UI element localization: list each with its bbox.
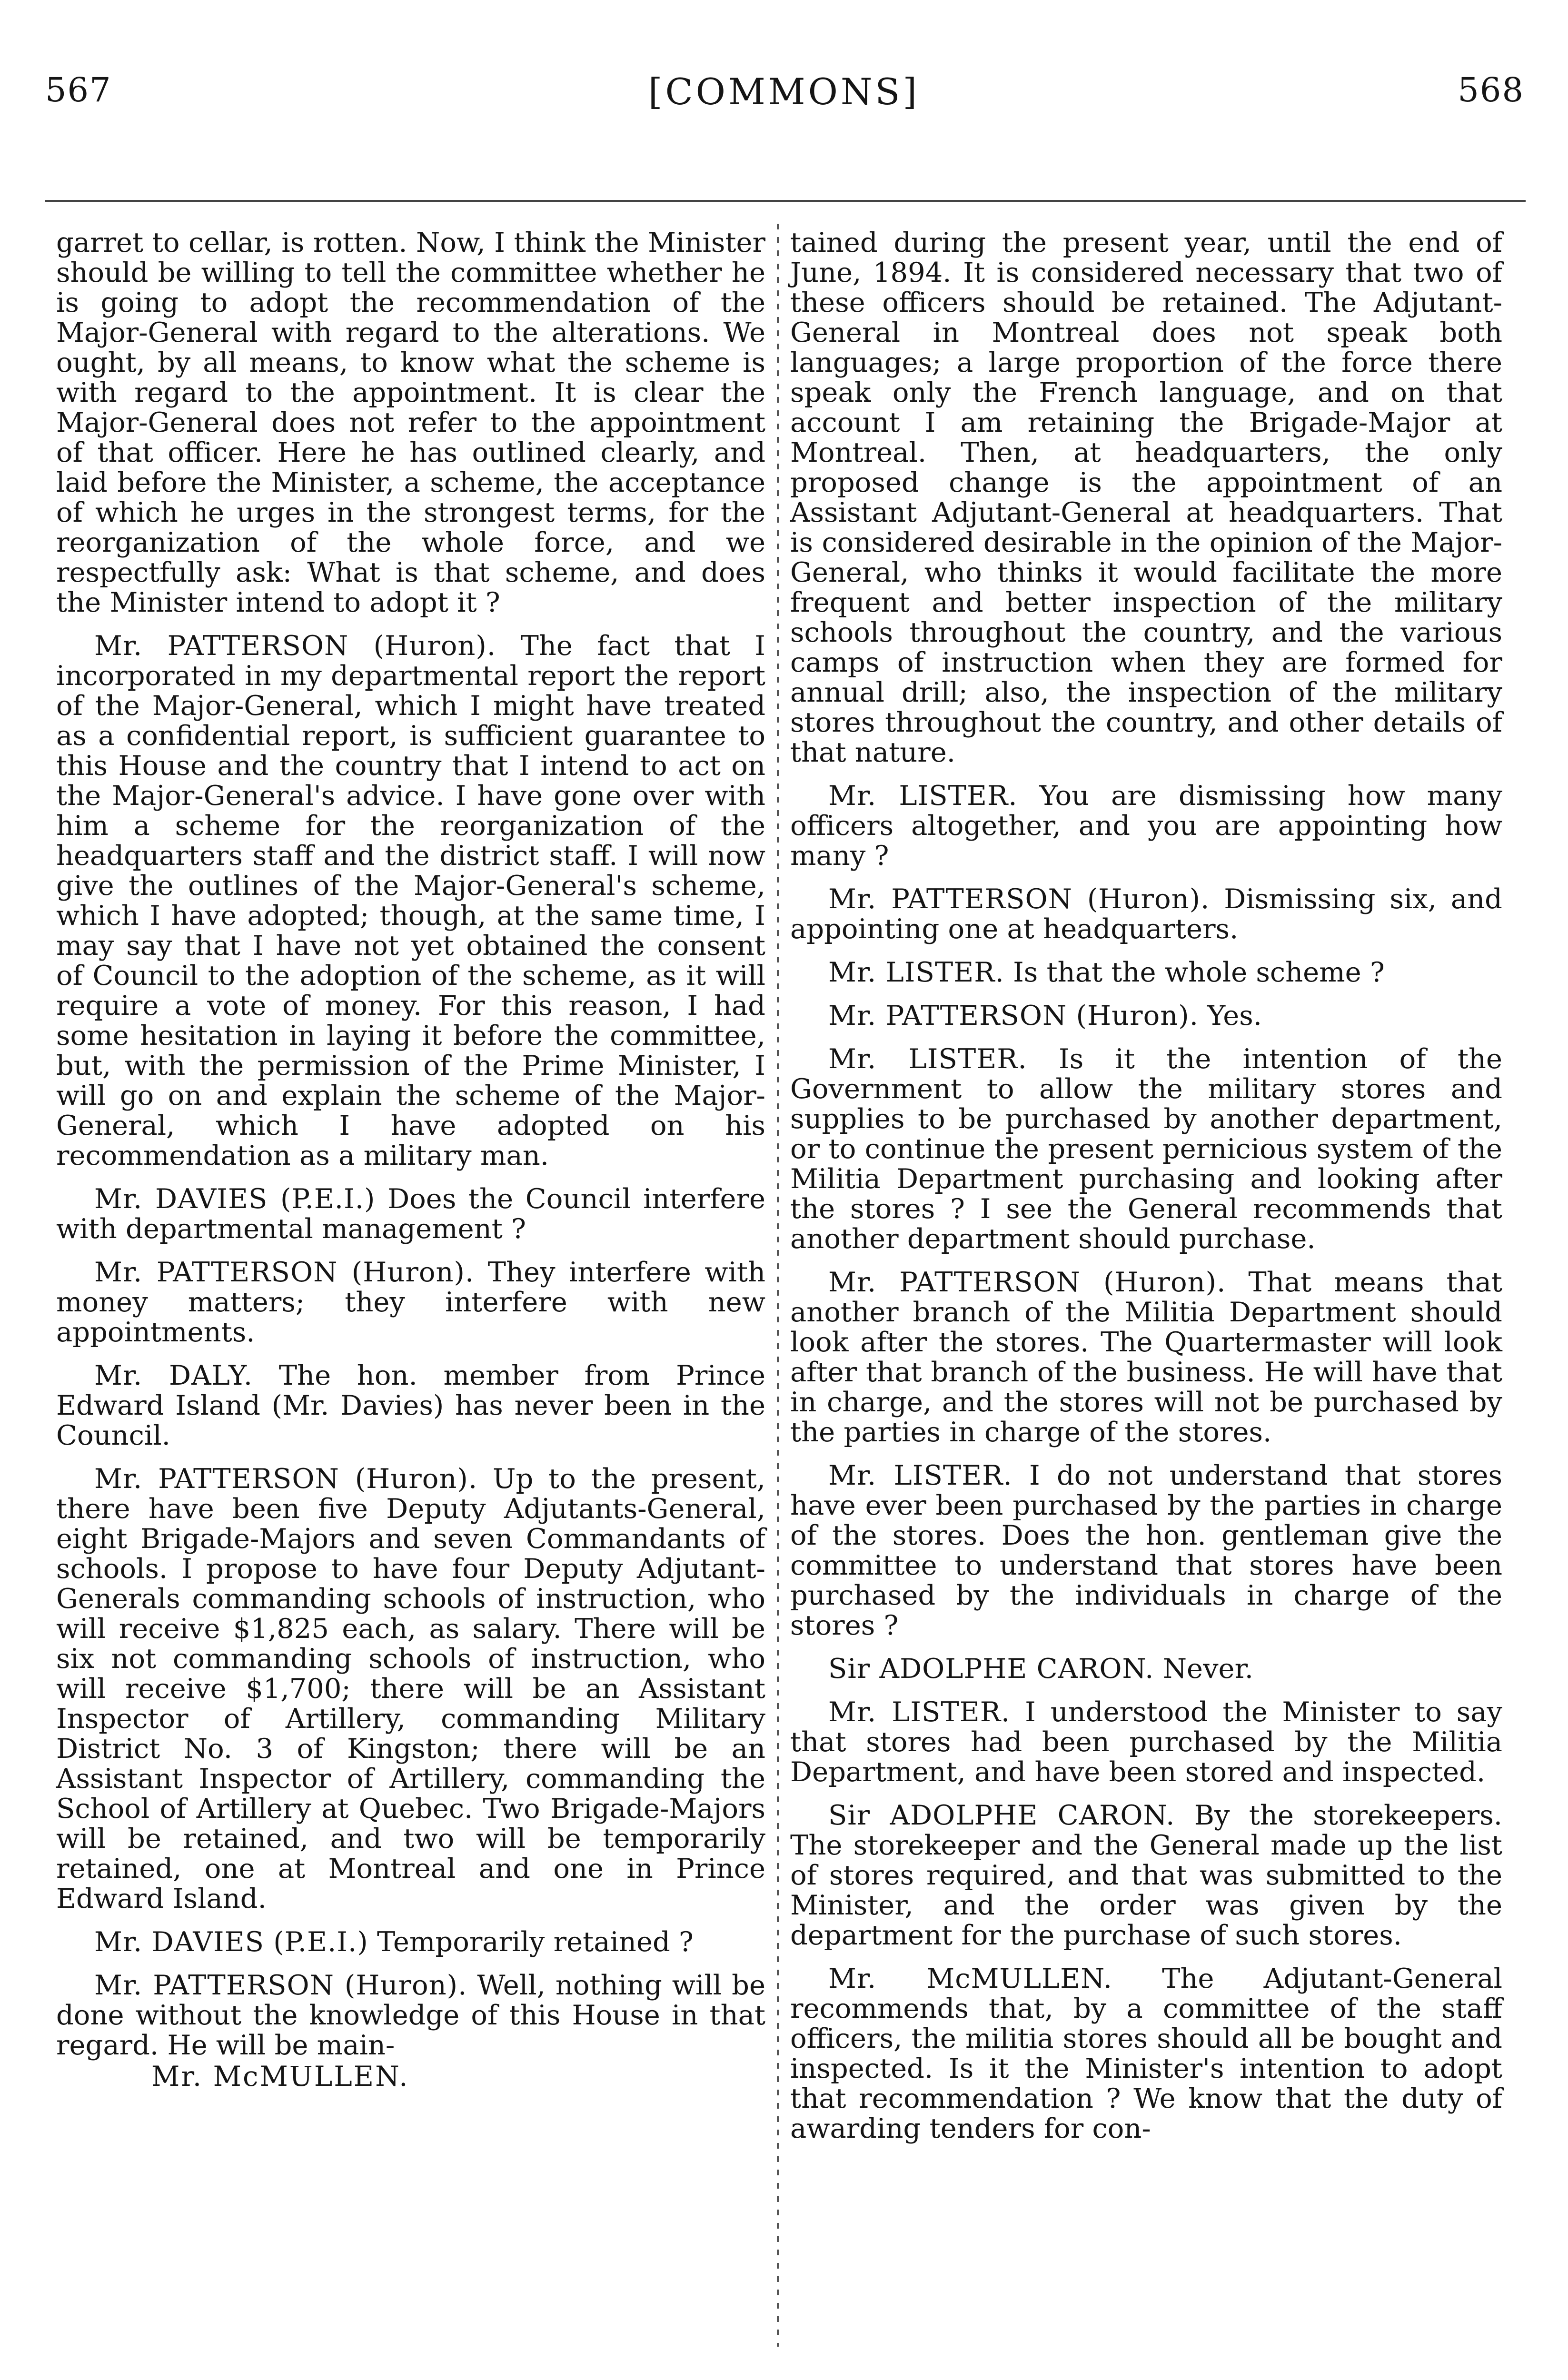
speech-text: That means that another branch of the Militia Department should look after the stores. The Quartermaster will look after that branch of the business. He will have that in charge, and the stores will not be purchased by the parties in charge of the stores. [790, 1266, 1503, 1448]
speech-text: Does the Council interfere with departmental management ? [56, 1183, 765, 1245]
speaker-name: Mr. PATTERSON (Huron). [94, 630, 496, 662]
speech-text: tained during the present year, until the end of June, 1894. It is considered necessary that two of these officers should be retained. The Adjutant-General in Montreal does not speak both languages; a large proportion of the force there speak only the French language, and on that account I am retaining the Brigade-Major at Montreal. Then, at headquarters, the only proposed change is the appointment of an Assistant Adjutant-General at headquarters. That is considered desirable in the opinion of the Major-General, who thinks it would facilitate the more frequent and better inspection of the military schools throughout the country, and the various camps of instruction when they are formed for annual drill; also, the inspection of the military stores throughout the country, and other details of that nature. [790, 227, 1502, 768]
speaker-name: Mr. PATTERSON (Huron). [828, 1266, 1226, 1298]
speaker-name: Mr. McMULLEN. [828, 1963, 1113, 1994]
header-rule [45, 200, 1526, 202]
speaker-name: Mr. DAVIES (P.E.I.) [94, 1183, 376, 1215]
paragraph [56, 1970, 765, 2060]
paragraph [56, 1184, 765, 1244]
speaker-name: Mr. LISTER. [828, 780, 1018, 812]
speaker-name: Mr. LISTER. [828, 956, 1004, 988]
speech-text: Temporarily retained ? [377, 1926, 694, 1958]
speaker-name: Mr. PATTERSON (Huron). [94, 1256, 475, 1288]
paragraph [790, 1654, 1502, 1684]
paragraph [790, 1964, 1502, 2143]
page-number-left: 567 [45, 70, 112, 109]
speech-text: Yes. [1207, 1000, 1262, 1031]
speaker-name: Mr. DALY. [94, 1359, 253, 1391]
running-head: [COMMONS] [648, 70, 920, 113]
speaker-name: Mr. PATTERSON (Huron). [828, 1000, 1199, 1031]
paragraph [56, 1257, 765, 1347]
paragraph [56, 1927, 765, 1957]
paragraph [790, 1267, 1502, 1447]
speech-text: You are dismissing how many officers altogether, and you are appointing how many ? [790, 780, 1503, 872]
speech-text: The Adjutant-General recommends that, by a committee of the staff officers, the militia stores should all be bought and inspected. Is it the Minister's intention to adopt that recommendation ? We know that the duty of awarding tenders for con- [790, 1963, 1502, 2144]
speaker-name: Mr. LISTER. [828, 1459, 1012, 1491]
speaker-name: Mr. LISTER. [828, 1696, 1011, 1728]
left-column [56, 228, 765, 2092]
speaker-name: Mr. PATTERSON (Huron). [94, 1969, 467, 2001]
paragraph [790, 1044, 1502, 1254]
paragraph [790, 781, 1502, 871]
speaker-name: Mr. LISTER. [828, 1043, 1027, 1075]
speaker-name: Sir ADOLPHE CARON. [828, 1799, 1175, 1831]
paragraph [790, 228, 1502, 767]
speech-text: Is it the intention of the Government to allow the military stores and supplies to be purchased by another department, or to continue the present pernicious system of the Militia Department purchasing and looking after the stores ? I see the General recommends that another department should purchase. [790, 1043, 1502, 1255]
speaker-name: Mr. PATTERSON (Huron). [94, 1463, 478, 1495]
speaker-name: Sir ADOLPHE CARON. [828, 1653, 1154, 1685]
paragraph [790, 1460, 1502, 1640]
speech-text: By the storekeepers. The storekeeper and the General made up the list of stores required, and that was submitted to the Minister, and the order was given by the department for the purchase of such stores. [790, 1799, 1503, 1951]
speech-text: Never. [1162, 1653, 1254, 1685]
speech-text: Dismissing six, and appointing one at headquarters. [790, 883, 1502, 945]
paragraph [56, 228, 765, 617]
paragraph [790, 1800, 1502, 1950]
speech-text: I do not understand that stores have ever been purchased by the parties in charge of the stores. Does the hon. gentleman give the committee to understand that stores have been purchased by the individuals in charge of the stores ? [790, 1459, 1502, 1641]
speaker-name: Mr. PATTERSON (Huron). [828, 883, 1210, 915]
paragraph [56, 1360, 765, 1450]
speech-text: The hon. member from Prince Edward Island (Mr. Davies) has never been in the Council. [56, 1359, 765, 1451]
speech-text: Is that the whole scheme ? [1013, 956, 1385, 988]
paragraph [790, 1697, 1502, 1787]
paragraph [790, 1001, 1502, 1031]
catchword-signature: Mr. McMULLEN. [151, 2060, 409, 2092]
speaker-name: Mr. DAVIES (P.E.I.) [94, 1926, 368, 1958]
paragraph [56, 1464, 765, 1914]
paragraph [56, 631, 765, 1170]
column-divider [777, 224, 779, 2347]
speech-text: I understood the Minister to say that stores had been purchased by the Militia Department, and have been stored and inspected. [790, 1696, 1502, 1788]
speech-text: The fact that I incorporated in my departmental report the report of the Major-General, which I might have treated as a confidential report, is sufficient guarantee to this House and the country that I intend to act on the Major-General's advice. I have gone over with him a scheme for the reorganization of the headquarters staff and the district staff. I will now give the outlines of the Major-General's scheme, which I have adopted; though, at the same time, I may say that I have not yet obtained the consent of Council to the adoption of the scheme, as it will require a vote of money. For this reason, I had some hesitation in laying it before the committee, but, with the permission of the Prime Minister, I will go on and explain the scheme of the Major-General, which I have adopted on his recommendation as a military man. [56, 630, 765, 1171]
speech-text: Up to the present, there have been five Deputy Adjutants-General, eight Brigade-Majors and seven Commandants of schools. I propose to have four Deputy Adjutant-Generals commanding schools of instruction, who will receive $1,825 each, as salary. There will be six not commanding schools of instruction, who will receive $1,700; there will be an Assistant Inspector of Artillery, commanding Military District No. 3 of Kingston; there will be an Assistant Inspector of Artillery, commanding the School of Artillery at Quebec. Two Brigade-Majors will be retained, and two will be temporarily retained, one at Montreal and one in Prince Edward Island. [56, 1463, 765, 1914]
page-header [0, 70, 1568, 132]
right-column [790, 228, 1502, 2157]
speech-text: Well, nothing will be done without the knowledge of this House in that regard. He will be main- [56, 1969, 765, 2061]
speech-text: garret to cellar, is rotten. Now, I think the Minister should be willing to tell the committee whether he is going to adopt the recommendation of the Major-General with regard to the alterations. We ought, by all means, to know what the scheme is with regard to the appointment. It is clear the Major-General does not refer to the appointment of that officer. Here he has outlined clearly, and laid before the Minister, a scheme, the acceptance of which he urges in the strongest terms, for the reorganization of the whole force, and we respectfully ask: What is that scheme, and does the Minister intend to adopt it ? [56, 227, 765, 618]
paragraph [790, 884, 1502, 944]
paragraph [790, 957, 1502, 987]
page-number-right: 568 [1458, 70, 1524, 109]
speech-text: They interfere with money matters; they interfere with new appointments. [56, 1256, 765, 1348]
